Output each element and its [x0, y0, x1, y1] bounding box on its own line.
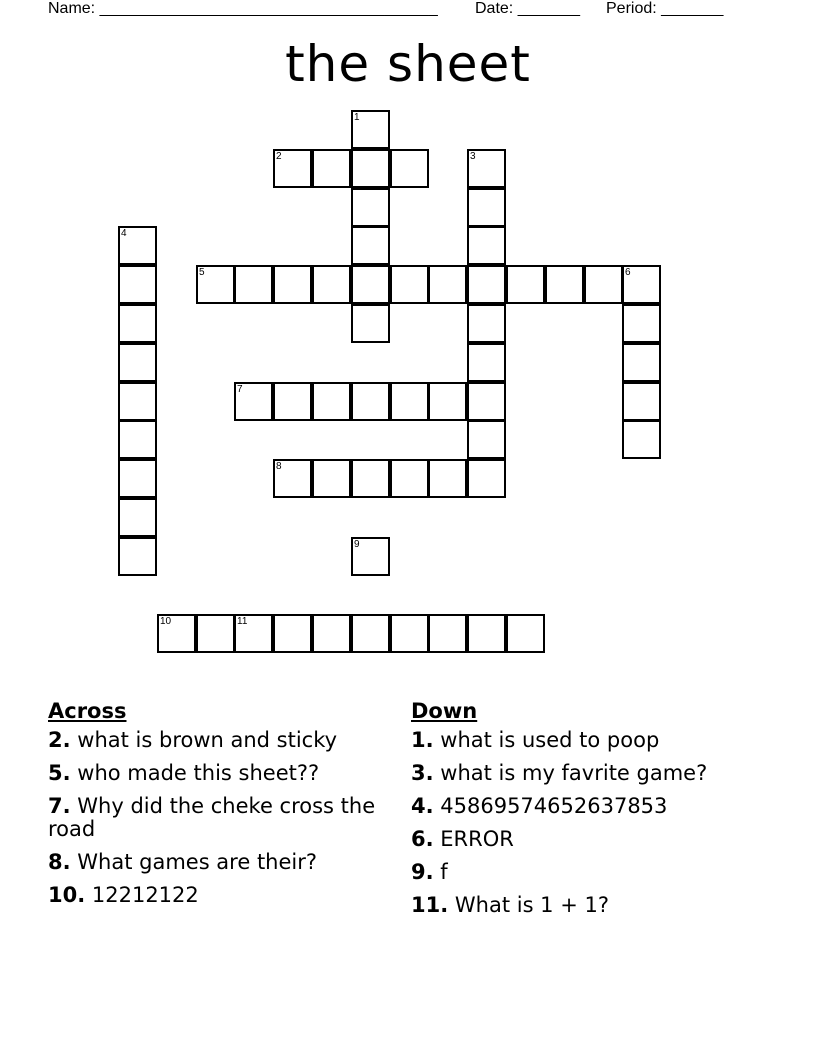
- clue-number: 6.: [411, 827, 434, 851]
- grid-cell[interactable]: [312, 265, 351, 304]
- across-clue: [48, 851, 388, 874]
- grid-cell[interactable]: [118, 459, 157, 498]
- grid-cell[interactable]: [467, 304, 506, 343]
- down-clue: [411, 762, 771, 785]
- grid-cell[interactable]: [312, 149, 351, 188]
- cell-number: 1: [354, 112, 360, 123]
- grid-cell[interactable]: [351, 188, 390, 227]
- grid-cell[interactable]: [351, 110, 390, 149]
- clue-text: What games are their?: [70, 850, 318, 874]
- grid-cell[interactable]: [584, 265, 623, 304]
- date-blank[interactable]: _______: [517, 0, 580, 17]
- cell-number: 6: [625, 267, 631, 278]
- grid-cell[interactable]: [351, 459, 390, 498]
- name-label-text: Name:: [48, 0, 96, 17]
- grid-cell[interactable]: [622, 304, 661, 343]
- grid-cell[interactable]: [467, 188, 506, 227]
- grid-cell[interactable]: [351, 265, 390, 304]
- grid-cell[interactable]: [351, 304, 390, 343]
- clue-number: 10.: [48, 883, 86, 907]
- clue-number: 11.: [411, 893, 449, 917]
- grid-cell[interactable]: [622, 343, 661, 382]
- grid-cell[interactable]: [118, 304, 157, 343]
- grid-cell[interactable]: [428, 459, 467, 498]
- grid-cell[interactable]: [118, 498, 157, 537]
- clue-number: 9.: [411, 860, 434, 884]
- down-clue: [411, 828, 771, 851]
- date-label-text: Date:: [475, 0, 514, 17]
- down-clue: [411, 729, 771, 752]
- grid-cell[interactable]: [312, 614, 351, 653]
- across-clue: [48, 762, 388, 785]
- down-clue: [411, 795, 771, 818]
- name-blank[interactable]: ______________________________________: [99, 0, 438, 17]
- clue-text: what is my favrite game?: [433, 761, 708, 785]
- clue-number: 5.: [48, 761, 71, 785]
- cell-number: 8: [276, 461, 282, 472]
- down-clues: [411, 700, 771, 927]
- grid-cell[interactable]: [390, 614, 429, 653]
- down-heading: Down: [411, 699, 478, 723]
- clue-text: who made this sheet??: [70, 761, 320, 785]
- cell-number: 9: [354, 539, 360, 550]
- cell-number: 7: [237, 384, 243, 395]
- down-clue-list: [411, 729, 771, 917]
- page-title: the sheet: [285, 35, 531, 93]
- grid-cell[interactable]: [234, 265, 273, 304]
- grid-cell[interactable]: [428, 265, 467, 304]
- across-clue: [48, 795, 388, 841]
- grid-cell[interactable]: [118, 537, 157, 576]
- down-clue: [411, 894, 771, 917]
- down-clue: [411, 861, 771, 884]
- clue-number: 2.: [48, 728, 71, 752]
- grid-cell[interactable]: [234, 382, 273, 421]
- grid-cell[interactable]: [351, 614, 390, 653]
- grid-cell[interactable]: [622, 265, 661, 304]
- grid-cell[interactable]: [118, 382, 157, 421]
- grid-cell[interactable]: [428, 382, 467, 421]
- clue-text: f: [433, 860, 448, 884]
- grid-cell[interactable]: [196, 614, 235, 653]
- cell-number: 11: [237, 616, 248, 627]
- cell-number: 3: [470, 151, 476, 162]
- grid-cell[interactable]: [312, 459, 351, 498]
- clue-text: what is brown and sticky: [70, 728, 338, 752]
- grid-cell[interactable]: [312, 382, 351, 421]
- period-blank[interactable]: _______: [661, 0, 724, 17]
- grid-cell[interactable]: [506, 265, 545, 304]
- grid-cell[interactable]: [351, 382, 390, 421]
- grid-cell[interactable]: [273, 149, 312, 188]
- grid-cell[interactable]: [118, 226, 157, 265]
- grid-cell[interactable]: [467, 614, 506, 653]
- grid-cell[interactable]: [351, 149, 390, 188]
- grid-cell[interactable]: [273, 614, 312, 653]
- grid-cell[interactable]: [118, 265, 157, 304]
- grid-cell[interactable]: [390, 265, 429, 304]
- grid-cell[interactable]: [545, 265, 584, 304]
- grid-cell[interactable]: [273, 382, 312, 421]
- grid-cell[interactable]: [622, 382, 661, 421]
- grid-cell[interactable]: [118, 343, 157, 382]
- grid-cell[interactable]: [428, 614, 467, 653]
- across-clue: [48, 884, 388, 907]
- grid-cell[interactable]: [351, 226, 390, 265]
- grid-cell[interactable]: [273, 459, 312, 498]
- clue-number: 7.: [48, 794, 71, 818]
- grid-cell[interactable]: [467, 343, 506, 382]
- clue-number: 3.: [411, 761, 434, 785]
- grid-cell[interactable]: [351, 537, 390, 576]
- clue-number: 1.: [411, 728, 434, 752]
- clue-text: 12212122: [85, 883, 199, 907]
- clue-text: ERROR: [433, 827, 514, 851]
- grid-cell[interactable]: [467, 265, 506, 304]
- clue-number: 8.: [48, 850, 71, 874]
- clue-number: 4.: [411, 794, 434, 818]
- clue-text: 45869574652637853: [433, 794, 668, 818]
- across-clue-list: [48, 729, 388, 907]
- cell-number: 5: [199, 267, 205, 278]
- grid-cell[interactable]: [234, 614, 273, 653]
- clue-text: What is 1 + 1?: [448, 893, 609, 917]
- grid-cell[interactable]: [467, 420, 506, 459]
- across-clues: [48, 700, 388, 917]
- grid-cell[interactable]: [390, 149, 429, 188]
- clue-text: Why did the cheke cross the road: [48, 794, 376, 841]
- grid-cell[interactable]: [467, 149, 506, 188]
- cell-number: 10: [160, 616, 172, 627]
- cell-number: 4: [121, 228, 127, 239]
- grid-cell[interactable]: [467, 382, 506, 421]
- grid-cell[interactable]: [390, 459, 429, 498]
- grid-cell[interactable]: [273, 265, 312, 304]
- grid-cell[interactable]: [467, 226, 506, 265]
- clue-text: what is used to poop: [433, 728, 660, 752]
- grid-cell[interactable]: [118, 420, 157, 459]
- grid-cell[interactable]: [622, 420, 661, 459]
- grid-cell[interactable]: [506, 614, 545, 653]
- period-label-text: Period:: [606, 0, 657, 17]
- grid-cell[interactable]: [196, 265, 235, 304]
- across-clue: [48, 729, 388, 752]
- cell-number: 2: [276, 151, 282, 162]
- grid-cell[interactable]: [467, 459, 506, 498]
- grid-cell[interactable]: [390, 382, 429, 421]
- across-heading: Across: [48, 699, 127, 723]
- grid-cell[interactable]: [157, 614, 196, 653]
